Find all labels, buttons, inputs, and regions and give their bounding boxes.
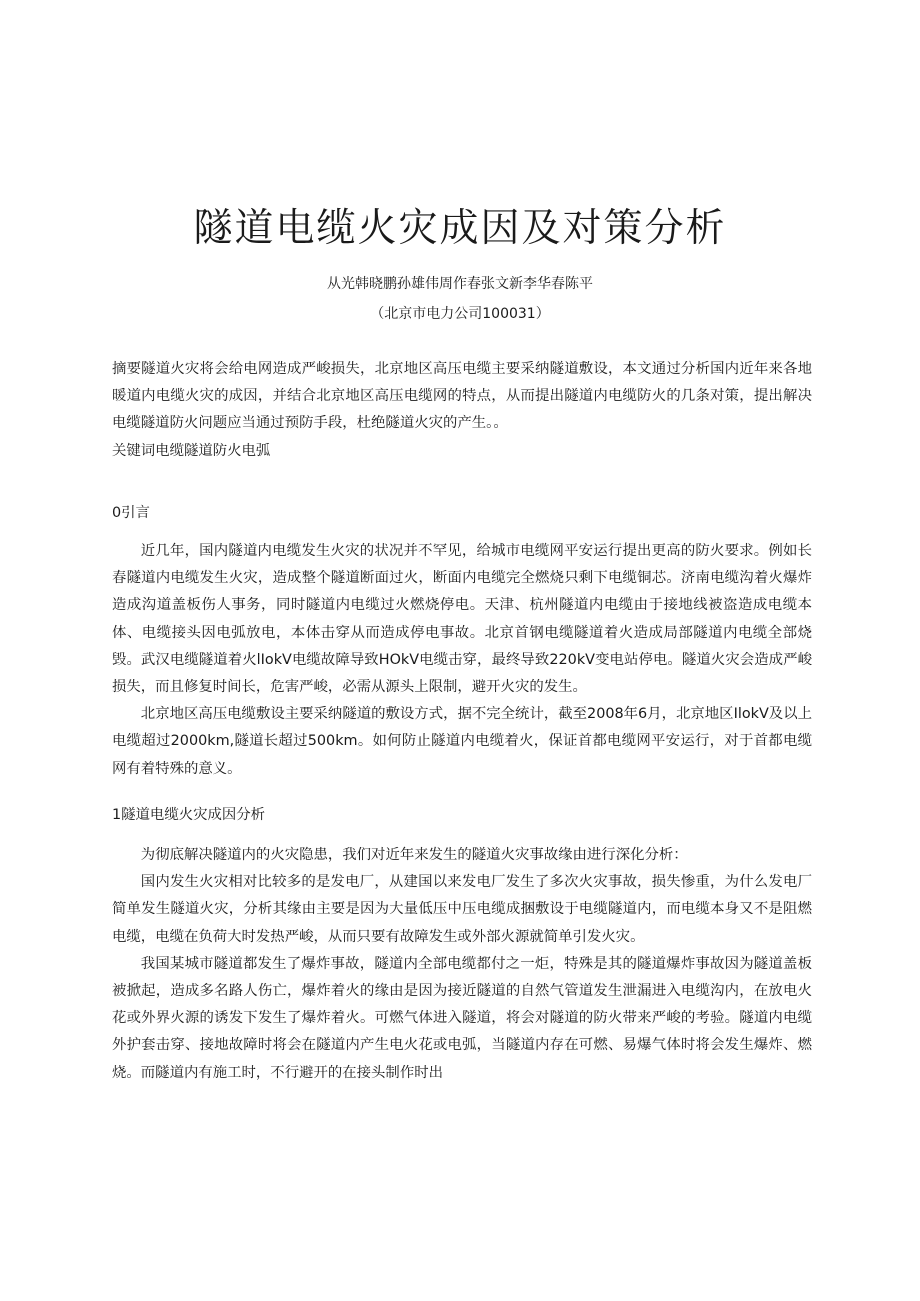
author-list: 从光韩晓鹏孙雄伟周作春张文新李华春陈平 (327, 276, 593, 292)
paragraph: 为彻底解决隧道内的火灾隐患，我们对近年来发生的隧道火灾事故缘由进行深化分析： (140, 847, 688, 863)
affiliation: （北京市电力公司100031） (370, 306, 550, 322)
section-heading-introduction: 0引言 (112, 505, 150, 521)
section-heading-cause-analysis: 1隧道电缆火灾成因分析 (112, 807, 266, 823)
paragraph: 我国某城市隧道都发生了爆炸事故，隧道内全部电缆都付之一炬，特殊是其的隧道爆炸事故因为隧道盖板被掀起，造成多名路人伤亡，爆炸着火的缘由是因为接近隧道的自然气管道发生泄漏进入电缆沟内，在放电火花或外界火源的诱发下发生了爆炸着火。可燃气体进入隧道，将会对隧道的防火带来严峻的考验。隧道内电缆外护套击穿、接地故障时将会在隧道内产生电火花或电弧，当隧道内存在可燃、易爆气体时将会发生爆炸、燃烧。而隧道内有施工时，不行避开的在接头制作时出 (112, 955, 812, 1081)
paragraph: 近几年，国内隧道内电缆发生火灾的状况并不罕见，给城市电缆网平安运行提出更高的防火要求。例如长春隧道内电缆发生火灾，造成整个隧道断面过火，断面内电缆完全燃烧只剩下电缆铜芯。济南电缆沟着火爆炸造成沟道盖板伤人事务，同时隧道内电缆过火燃烧停电。天津、杭州隧道内电缆由于接地线被盗造成电缆本体、电缆接头因电弧放电，本体击穿从而造成停电事故。北京首钢电缆隧道着火造成局部隧道内电缆全部烧毁。武汉电缆隧道着火lIokV电缆故障导致HOkV电缆击穿，最终导致220kV变电站停电。隧道火灾会造成严峻损失，而且修复时间长，危害严峻，必需从源头上限制，避开火灾的发生。 (112, 543, 812, 696)
keywords: 关键词电缆隧道防火电弧 (112, 443, 271, 459)
abstract: 摘要隧道火灾将会给电网造成严峻损失，北京地区高压电缆主要采纳隧道敷设，本文通过分析国内近年来各地暖道内电缆火灾的成因，并结合北京地区高压电缆网的特点，从而提出隧道内电缆防火的几条对策，提出解决电缆隧道防火问题应当通过预防手段，杜绝隧道火灾的产生。。 (112, 361, 812, 432)
paragraph: 国内发生火灾相对比较多的是发电厂，从建国以来发电厂发生了多次火灾事故，损失惨重，为什么发电厂简单发生隧道火灾，分析其缘由主要是因为大量低压中压电缆成捆敷设于电缆隧道内，而电缆本身又不是阻燃电缆，电缆在负荷大时发热严峻，从而只要有故障发生或外部火源就简单引发火灾。 (112, 874, 812, 945)
paragraph: 北京地区高压电缆敷设主要采纳隧道的敷设方式，据不完全统计，截至2008年6月，北京地区IlokV及以上电缆超过2000km,隧道长超过500km。如何防止隧道内电缆着火，保证首都电缆网平安运行，对于首都电缆网有着特殊的意义。 (112, 706, 812, 777)
paper-title: 隧道电缆火灾成因及对策分析 (193, 206, 727, 251)
section-body-introduction (112, 538, 812, 783)
section-body-cause-analysis (112, 842, 812, 1087)
